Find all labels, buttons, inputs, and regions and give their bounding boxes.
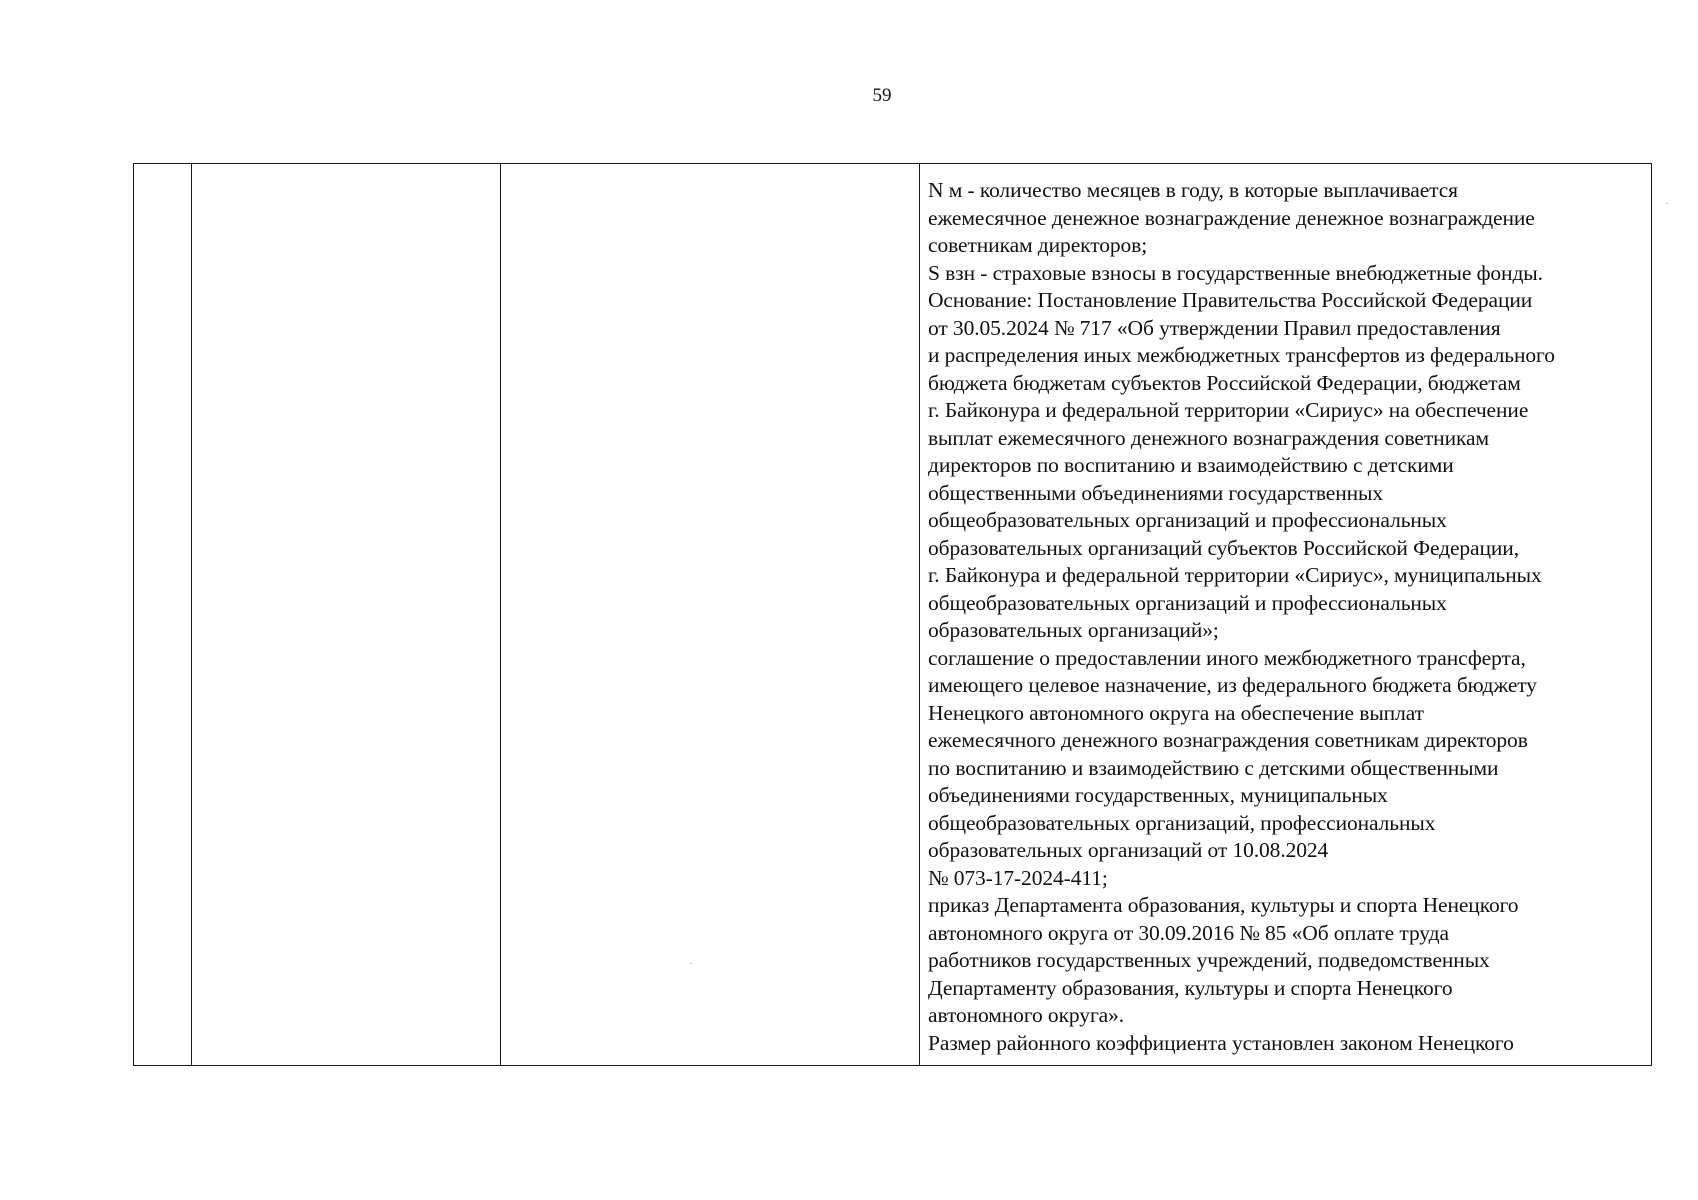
- text-line: общеобразовательных организаций и профессиональных: [928, 590, 1447, 615]
- text-line: № 073-17-2024-411;: [928, 865, 1108, 890]
- text-line: ежемесячного денежного вознаграждения советникам директоров: [928, 728, 1528, 752]
- text-line: г. Байконура и федеральной территории «Сириус» на обеспечение: [928, 398, 1529, 422]
- table-cell-indicator: [501, 164, 920, 1066]
- table-cell-description: [920, 164, 1652, 1066]
- text-line: Размер районного коэффициента установлен законом Ненецкого: [928, 1030, 1514, 1055]
- text-line: приказ Департамента образования, культуры и спорта Ненецкого: [928, 893, 1519, 917]
- description-text: [920, 164, 1651, 1057]
- text-line: общеобразовательных организаций, профессиональных: [928, 810, 1436, 835]
- table-row: [134, 164, 1652, 1066]
- scan-speck: [690, 963, 692, 964]
- text-line: N м - количество месяцев в году, в которые выплачивается: [928, 178, 1458, 202]
- text-line: автономного округа».: [928, 1003, 1125, 1027]
- text-line: общеобразовательных организаций и профессиональных: [928, 508, 1447, 532]
- text-line: Основание: Постановление Правительства Российской Федерации: [928, 288, 1533, 312]
- text-line: ежемесячное денежное вознаграждение денежное вознаграждение: [928, 205, 1535, 230]
- text-line: от 30.05.2024 № 717 «Об утверждении Правил предоставления: [928, 315, 1501, 340]
- text-line: работников государственных учреждений, подведомственных: [928, 948, 1490, 972]
- text-line: директоров по воспитанию и взаимодействию с детскими: [928, 453, 1454, 477]
- text-line: объединениями государственных, муниципальных: [928, 783, 1388, 807]
- text-line: и распределения иных межбюджетных трансфертов из федерального: [928, 343, 1555, 367]
- text-line: автономного округа от 30.09.2016 № 85 «Об оплате труда: [928, 920, 1449, 945]
- text-line: S взн - страховые взносы в государственные внебюджетные фонды.: [928, 260, 1543, 285]
- text-line: образовательных организаций субъектов Российской Федерации,: [928, 535, 1519, 560]
- scan-speck: [1666, 203, 1668, 204]
- text-line: соглашение о предоставлении иного межбюджетного трансферта,: [928, 645, 1526, 670]
- document-table: [133, 163, 1652, 1066]
- text-line: Департаменту образования, культуры и спорта Ненецкого: [928, 975, 1453, 1000]
- table-cell-name: [192, 164, 501, 1066]
- text-line: образовательных организаций»;: [928, 618, 1219, 642]
- table-cell-number: [134, 164, 192, 1066]
- page-number: 59: [872, 85, 892, 106]
- text-line: выплат ежемесячного денежного вознаграждения советникам: [928, 425, 1489, 450]
- text-line: советникам директоров;: [928, 233, 1148, 257]
- text-line: г. Байконура и федеральной территории «Сириус», муниципальных: [928, 563, 1542, 587]
- text-line: общественными объединениями государственных: [928, 480, 1384, 505]
- text-line: образовательных организаций от 10.08.2024: [928, 838, 1329, 862]
- text-line: по воспитанию и взаимодействию с детскими общественными: [928, 755, 1499, 780]
- text-line: бюджета бюджетам субъектов Российской Федерации, бюджетам: [928, 370, 1521, 395]
- text-line: Ненецкого автономного округа на обеспечение выплат: [928, 700, 1424, 725]
- text-line: имеющего целевое назначение, из федерального бюджета бюджету: [928, 673, 1537, 697]
